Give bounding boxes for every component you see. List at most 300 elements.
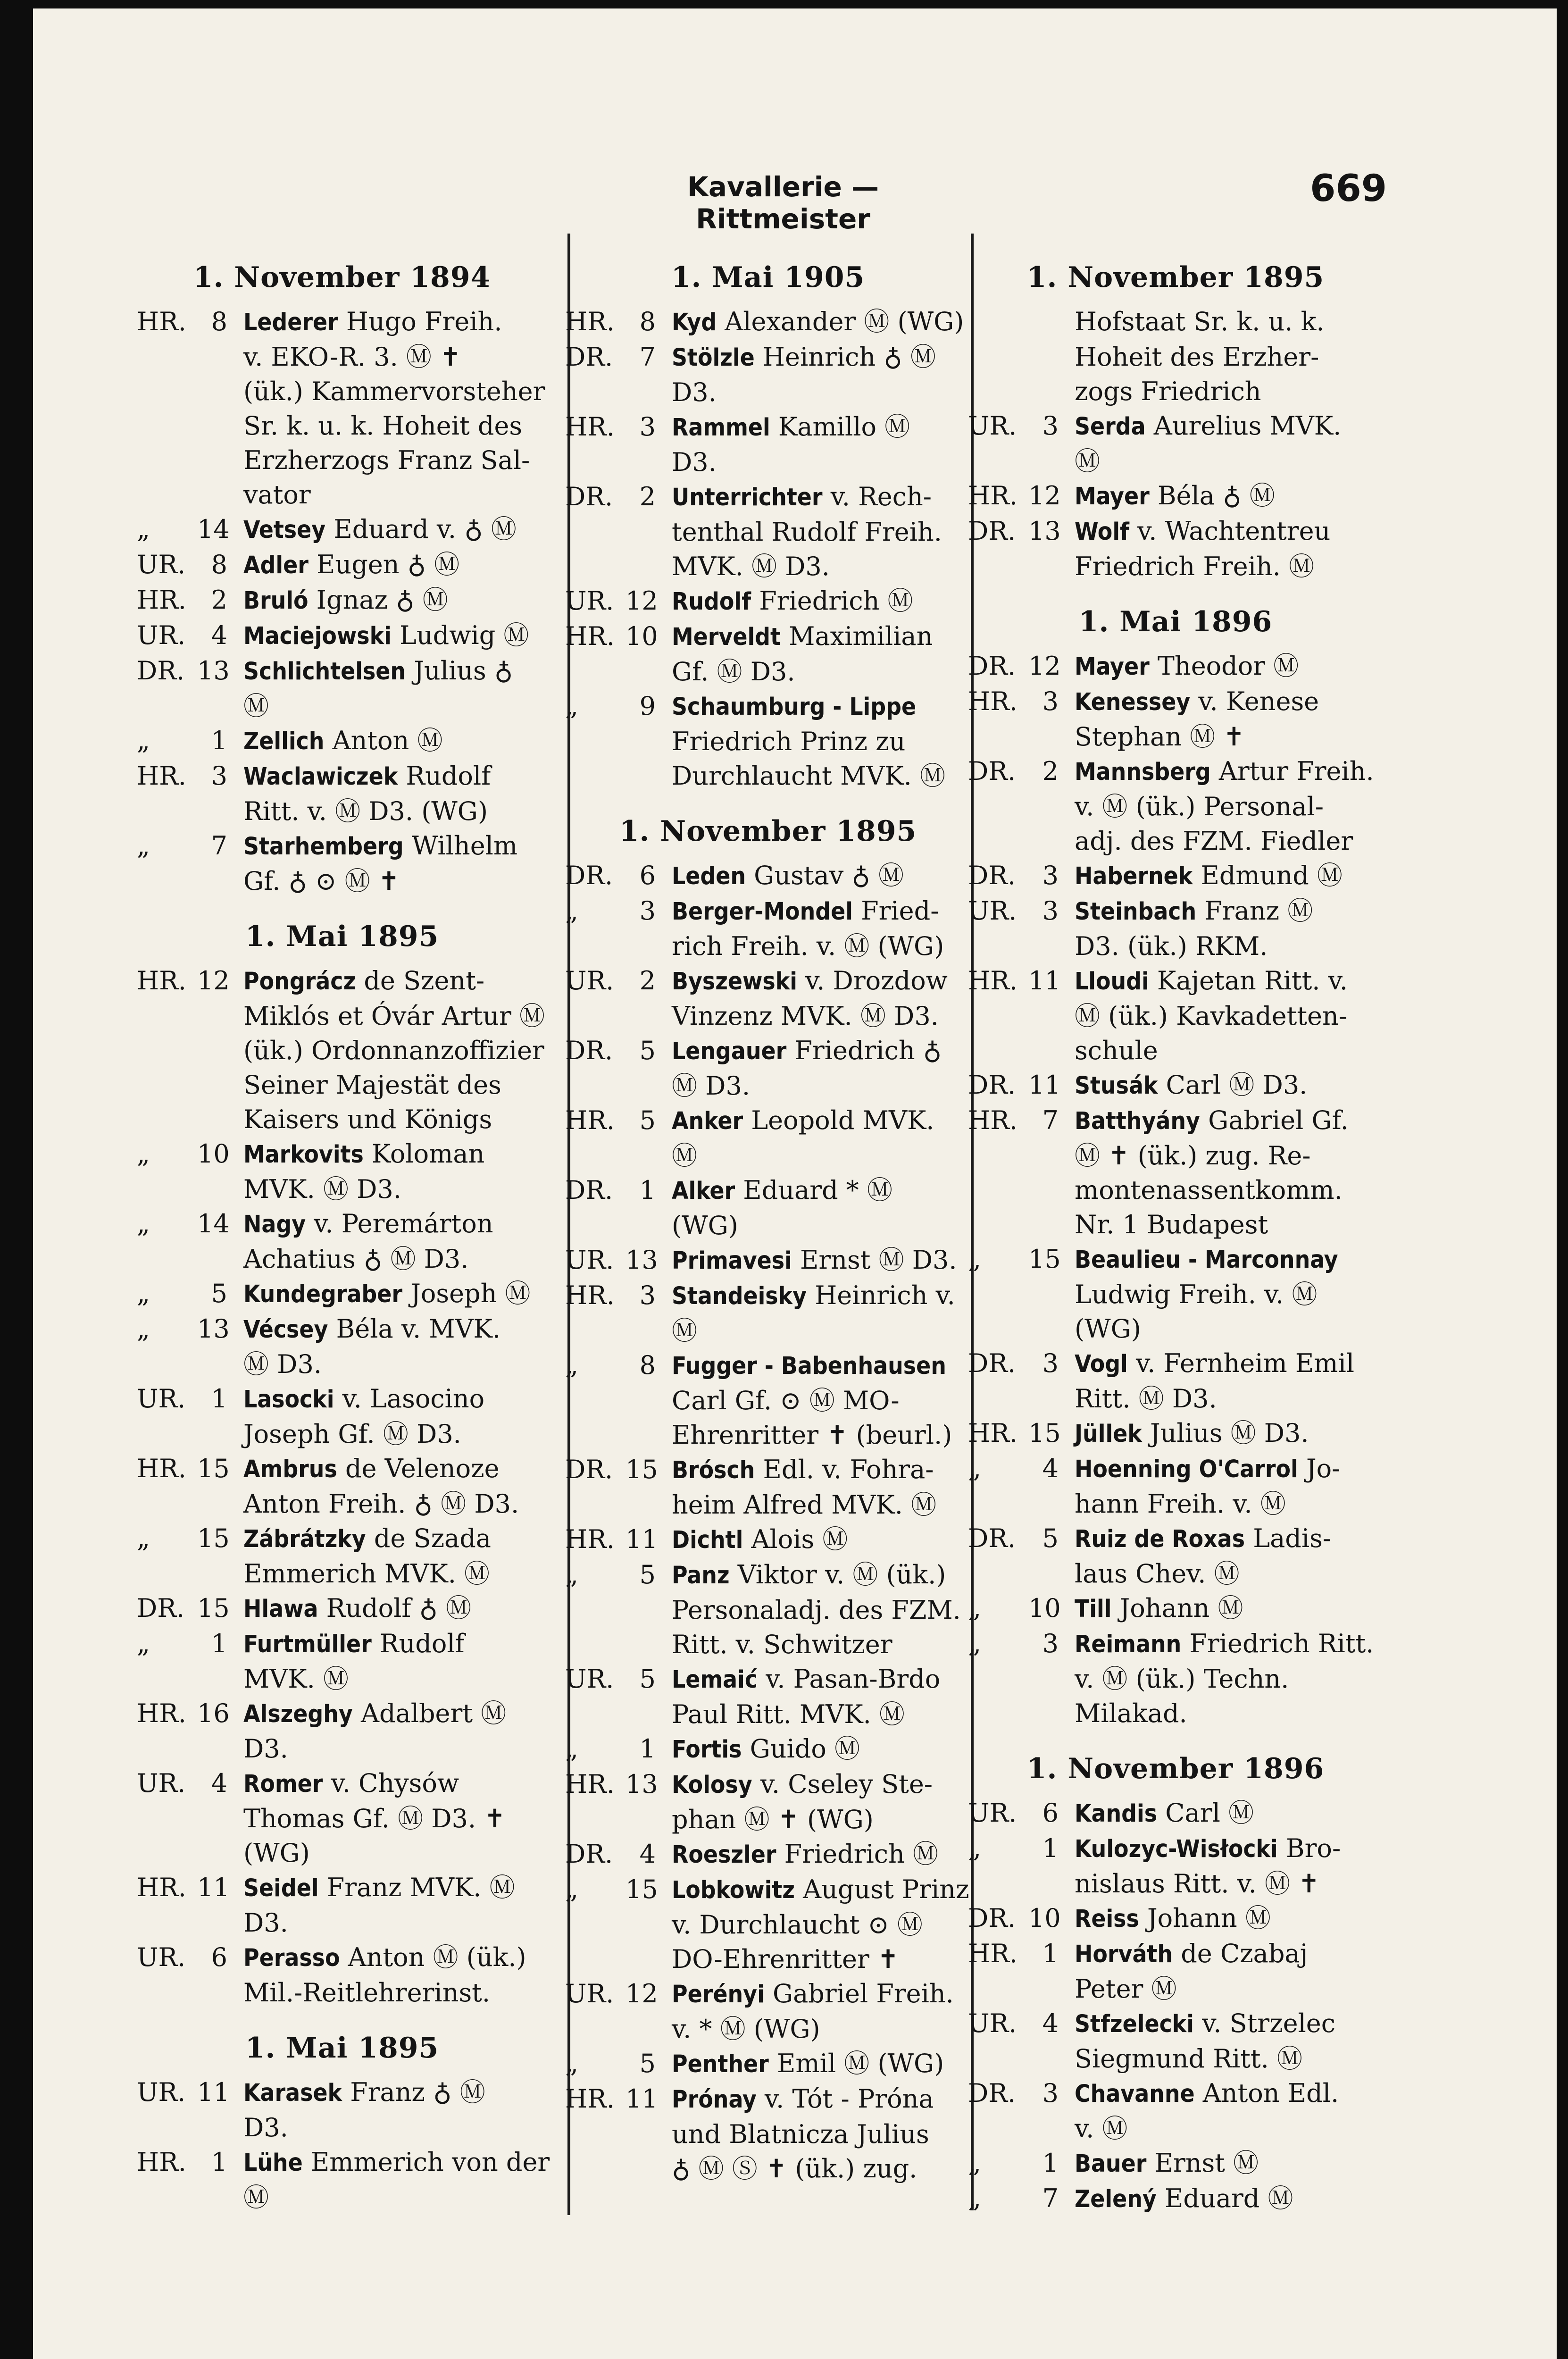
entry-name: Bauer [1075, 2150, 1147, 2178]
entry-line [672, 1837, 938, 1872]
entry-rank: UR. [968, 411, 1017, 441]
entry-line-text: Anton Ⓜ [324, 726, 443, 755]
entry-rank: UR. [137, 1384, 186, 1414]
entry-number: 11 [1028, 966, 1061, 995]
entry-text [243, 1591, 471, 1626]
list-entry [968, 1521, 1383, 1591]
entry-line-text: Personaladj. des FZM. [672, 1595, 961, 1625]
entry-line-text: Julius ♁ [406, 656, 513, 686]
list-entry [565, 1732, 971, 1767]
list-entry [968, 2181, 1383, 2217]
entry-rank: DR. [968, 1523, 1016, 1553]
entry-text [672, 1103, 934, 1173]
entry-name: Berger-Mondel [672, 898, 853, 926]
entry-line [1075, 1696, 1374, 1731]
section-heading: 1. November 1894 [193, 261, 491, 294]
list-entry [137, 512, 547, 547]
entry-line [672, 1697, 940, 1732]
entry-text [672, 1732, 860, 1767]
entry-number: 3 [1042, 411, 1059, 441]
entry-number: 15 [197, 1454, 230, 1483]
entry-line-text: de Velenoze [337, 1454, 500, 1483]
entry-rank: DR. [968, 516, 1016, 546]
entry-text [1075, 1796, 1254, 1831]
entry-text [672, 1976, 954, 2046]
entry-number: 1 [1042, 1939, 1059, 1968]
entry-number: 3 [1042, 861, 1059, 890]
entry-rank: „ [968, 2148, 981, 2178]
entry-line-text: Theodor Ⓜ [1149, 651, 1299, 681]
entry-line [672, 759, 945, 793]
entry-number: 1 [211, 1384, 227, 1414]
entry-number: 15 [626, 1874, 658, 1904]
entry-line-text: D3. [672, 447, 717, 477]
entry-line-text: Gabriel Freih. [764, 1979, 954, 2008]
page-number: 669 [1310, 167, 1387, 210]
list-entry [968, 2146, 1383, 2181]
list-entry [565, 1348, 971, 1452]
entry-line [672, 689, 945, 724]
entry-rank: UR. [565, 1979, 614, 2008]
entry-line-text: Friedrich Ritt. [1181, 1629, 1374, 1658]
entry-number: 6 [639, 861, 656, 890]
section-heading: 1. Mai 1896 [1078, 605, 1273, 638]
entry-line [672, 1557, 961, 1593]
entry-text [672, 1452, 936, 1522]
entry-number: 11 [626, 2084, 658, 2114]
entry-name: Vogl [1075, 1350, 1128, 1378]
entry-name: Perényi [672, 1981, 765, 2008]
list-entry [968, 1831, 1383, 1901]
entry-name: Lemaić [672, 1666, 758, 1694]
entry-name: Zábrátzky [243, 1525, 366, 1553]
entry-line [243, 794, 491, 828]
entry-line [243, 1487, 519, 1521]
list-entry [968, 894, 1383, 963]
entry-rank: „ [565, 691, 578, 721]
entry-text [672, 410, 910, 479]
entry-line-text: Kajetan Ritt. v. [1149, 966, 1348, 995]
entry-line-text: Adalbert Ⓜ [352, 1698, 507, 1728]
entry-rank: HR. [137, 1698, 186, 1728]
entry-rank: HR. [137, 585, 186, 615]
entry-rank: „ [968, 1833, 981, 1863]
column-1 [137, 257, 550, 2215]
list-entry [137, 618, 547, 653]
entry-text [1075, 684, 1319, 754]
entry-text [1075, 1521, 1331, 1591]
entry-line-text: D3. [243, 1908, 288, 1938]
entry-line [672, 515, 942, 549]
entry-name: Serda [1075, 413, 1146, 441]
entry-name: Pongrácz [243, 968, 356, 995]
entry-text [243, 1696, 506, 1766]
entry-line [243, 1906, 515, 1940]
entry-text [1075, 409, 1341, 478]
entry-text [1075, 1626, 1374, 1731]
entry-line [672, 2151, 934, 2186]
entry-rank: UR. [137, 620, 186, 650]
entry-rank: HR. [137, 1873, 186, 1902]
entry-line-text: (WG) [672, 1211, 738, 1240]
entry-line [672, 724, 945, 759]
entry-number: 15 [626, 1455, 658, 1484]
entry-line [243, 1102, 545, 1137]
entry-line-text: (WG) [1075, 1314, 1141, 1344]
entry-name: Lühe [243, 2149, 303, 2177]
entry-number: 8 [639, 1350, 656, 1380]
entry-line [672, 445, 910, 479]
entry-line [243, 1801, 506, 1836]
entry-line-text: D3. [243, 2113, 288, 2142]
list-entry [565, 1243, 971, 1278]
entry-number: 5 [639, 1560, 656, 1589]
list-entry [565, 963, 971, 1033]
entry-line-text: Emil Ⓜ (WG) [768, 2049, 944, 2078]
list-entry [968, 684, 1383, 754]
entry-name: Brósch [672, 1456, 755, 1484]
entry-line-text: vator [243, 480, 311, 510]
list-entry [968, 1103, 1383, 1242]
entry-line [243, 512, 517, 547]
entry-number: 6 [1042, 1798, 1059, 1828]
entry-line [243, 443, 545, 477]
entry-line-text: Anton Ⓜ (ük.) [340, 1942, 526, 1972]
entry-number: 5 [639, 1105, 656, 1135]
entry-line [672, 619, 933, 654]
list-entry [137, 1870, 547, 1940]
entry-name: Mannsberg [1075, 758, 1211, 786]
entry-line [243, 1870, 515, 1906]
entry-rank: HR. [565, 1769, 615, 1799]
entry-line-text: D3. (ük.) RKM. [1075, 931, 1268, 961]
entry-number: 3 [639, 896, 656, 926]
entry-line [1075, 894, 1313, 929]
entry-line-text: Heinrich ♁ Ⓜ [754, 342, 936, 372]
entry-line [672, 1033, 942, 1069]
entry-line [672, 479, 942, 515]
entry-line-text: Friedrich Prinz zu [672, 727, 906, 756]
entry-name: Fugger - Babenhausen [672, 1352, 946, 1380]
entry-line-text: Ⓜ [672, 1141, 697, 1171]
entry-rank: UR. [565, 1245, 614, 1275]
entry-line-text: Franz ♁ Ⓜ [342, 2077, 485, 2107]
entry-line-text: Gabriel Gf. [1200, 1105, 1349, 1135]
entry-name: Leden [672, 862, 746, 890]
entry-text [243, 1206, 493, 1276]
list-entry [565, 689, 971, 793]
entry-number: 3 [1042, 1348, 1059, 1378]
entry-line [1075, 719, 1319, 754]
entry-line [243, 2180, 550, 2215]
entry-line-text: Erzherzogs Franz Sal- [243, 445, 530, 475]
entry-line-text: Eugen ♁ Ⓜ [308, 550, 460, 579]
entry-text [243, 618, 529, 653]
entry-line-text: Ⓜ [672, 1316, 697, 1346]
entry-line [672, 410, 910, 445]
list-entry [137, 1521, 547, 1591]
entry-line-text: Stephan Ⓜ ✝ [1075, 722, 1245, 752]
entry-line [1075, 1103, 1349, 1138]
entry-number: 3 [1042, 896, 1059, 926]
entry-name: Zellich [243, 728, 325, 755]
entry-line [243, 1417, 484, 1451]
list-entry [565, 1033, 971, 1103]
entry-line [243, 1381, 484, 1417]
entry-text [672, 1348, 952, 1452]
list-entry [565, 410, 971, 479]
entry-rank: „ [137, 831, 150, 861]
entry-line-text: Friedrich ♁ [786, 1036, 942, 1065]
list-entry [968, 754, 1383, 858]
list-entry [565, 1557, 971, 1662]
entry-rank: DR. [565, 1175, 613, 1205]
entry-line-text: Kaisers und Königs [243, 1104, 492, 1134]
entry-name: Seidel [243, 1874, 319, 1902]
entry-line-text: schule [1075, 1036, 1158, 1065]
entry-line [672, 963, 948, 999]
entry-rank: „ [137, 1314, 150, 1344]
list-entry [137, 963, 547, 1137]
entry-line [243, 1242, 493, 1276]
entry-line-text: Sr. k. u. k. Hoheit des [243, 411, 523, 441]
entry-rank: HR. [968, 1939, 1018, 1968]
entry-number: 8 [639, 307, 656, 336]
entry-line-text: v. Lasocino [334, 1384, 485, 1414]
entry-number: 8 [211, 307, 227, 336]
entry-name: Vetsey [243, 516, 326, 544]
entry-rank: UR. [968, 896, 1017, 926]
entry-text [243, 1940, 526, 2010]
list-entry [137, 1940, 547, 2010]
entry-rank: „ [137, 726, 150, 755]
entry-rank: DR. [565, 1036, 613, 1065]
entry-line [1075, 684, 1319, 719]
entry-number: 16 [197, 1698, 230, 1728]
entry-line [243, 304, 545, 340]
entry-line-text: v. Durchlaucht ⊙ Ⓜ [672, 1910, 923, 1940]
list-entry [137, 304, 547, 512]
entry-text [243, 547, 459, 583]
entry-rank: „ [137, 1523, 150, 1553]
entry-line-text: Wilhelm [403, 831, 518, 861]
entry-number: 3 [1042, 1629, 1059, 1658]
list-entry [968, 1796, 1383, 1831]
entry-number: 14 [197, 1209, 230, 1238]
entry-name: Merveldt [672, 623, 781, 651]
entry-name: Vécsey [243, 1316, 328, 1344]
entry-rank: „ [137, 1629, 150, 1658]
entry-text [243, 723, 443, 759]
entry-line [1075, 1277, 1338, 1312]
entry-line [1075, 374, 1325, 409]
entry-line [243, 1696, 506, 1732]
entry-line [1075, 999, 1348, 1033]
entry-rank: „ [968, 1244, 981, 1274]
entry-line [1075, 649, 1299, 684]
entry-line-text: Siegmund Ritt. Ⓜ [1075, 2044, 1302, 2074]
entry-line [243, 759, 491, 794]
entry-line-text: Alexander Ⓜ (WG) [717, 307, 964, 336]
entry-text [243, 1870, 515, 1940]
entry-name: Ruiz de Roxas [1075, 1525, 1245, 1553]
entry-line [672, 1627, 961, 1662]
entry-line [243, 689, 513, 723]
entry-line [672, 1522, 848, 1557]
entry-line-text: Ⓜ [243, 691, 269, 721]
entry-line-text: tenthal Rudolf Freih. [672, 517, 942, 547]
list-entry [565, 304, 971, 340]
entry-text [243, 304, 545, 512]
entry-name: Unterrichter [672, 484, 823, 511]
entry-line-text: D3. [243, 1734, 288, 1764]
entry-number: 11 [1028, 1070, 1061, 1100]
entry-number: 13 [197, 656, 230, 686]
list-entry [968, 1346, 1383, 1416]
entry-rank: „ [968, 2183, 981, 2213]
entry-line [243, 963, 545, 999]
entry-line-text: MVK. Ⓜ [243, 1664, 349, 1694]
entry-line-text: (ük.) Ordonnanzoffizier [243, 1036, 544, 1065]
entry-line-text: Joseph Ⓜ [402, 1279, 531, 1308]
column-2 [565, 257, 971, 2186]
entry-line-text: Ritt. Ⓜ D3. [1075, 1384, 1217, 1414]
entry-name: Starhemberg [243, 833, 404, 861]
entry-number: 4 [211, 620, 227, 650]
entry-rank: HR. [137, 966, 186, 995]
entry-name: Kenessey [1075, 688, 1191, 716]
entry-number: 1 [1042, 1833, 1059, 1863]
entry-line-text: Carl Gf. ⊙ Ⓜ MO- [672, 1386, 900, 1415]
entry-line-text: Ritt. v. Schwitzer [672, 1630, 892, 1659]
entry-text [1075, 1831, 1341, 1901]
entry-text [1075, 754, 1374, 858]
entry-name: Kyd [672, 309, 717, 336]
list-entry [137, 583, 547, 618]
entry-line-text: v. Peremárton [306, 1209, 493, 1238]
entry-number: 12 [626, 1979, 658, 2008]
entry-name: Hoenning O'Carrol [1075, 1456, 1298, 1483]
entry-line-text: v. Pasan-Brdo [758, 1664, 941, 1694]
list-entry [137, 1312, 547, 1381]
entry-number: 1 [211, 1629, 227, 1658]
entry-line-text: Hoheit des Erzher- [1075, 342, 1319, 372]
entry-name: Markovits [243, 1141, 364, 1169]
entry-rank: DR. [565, 342, 613, 372]
entry-rank: HR. [565, 2084, 615, 2114]
entry-line [672, 1942, 969, 1976]
entry-line-text: Ⓜ [243, 2183, 269, 2212]
entry-rank: UR. [137, 2077, 186, 2107]
entry-number: 1 [639, 1175, 656, 1205]
entry-line-text: Koloman [363, 1139, 485, 1169]
entry-line-text: nislaus Ritt. v. Ⓜ ✝ [1075, 1869, 1320, 1899]
entry-name: Jüllek [1075, 1420, 1142, 1448]
entry-line-text: Gf. ♁ ⊙ Ⓜ ✝ [243, 866, 400, 896]
entry-line [1075, 549, 1330, 584]
entry-rank: DR. [968, 1348, 1016, 1378]
entry-line-text: v. Tót - Próna [756, 2084, 934, 2114]
entry-line-text: rich Freih. v. Ⓜ (WG) [672, 931, 944, 961]
list-entry [968, 409, 1383, 478]
entry-name: Waclawiczek [243, 763, 398, 791]
entry-rank: „ [968, 1629, 981, 1658]
entry-line-text: Emmerich von der [302, 2147, 550, 2177]
entry-line [243, 653, 513, 689]
entry-name: Beaulieu - Marconnay [1075, 1246, 1338, 1274]
entry-line-text: v. Cseley Ste- [752, 1769, 933, 1799]
entry-name: Lederer [243, 309, 338, 336]
entry-rank: HR. [968, 1418, 1018, 1448]
entry-line-text: Rudolf [371, 1629, 465, 1658]
entry-name: Mayer [1075, 483, 1150, 510]
entry-rank: DR. [968, 1070, 1016, 1100]
entry-line-text: Bro- [1277, 1833, 1341, 1863]
entry-text [243, 1766, 506, 1870]
entry-rank: „ [137, 1209, 150, 1238]
entry-rank: HR. [565, 1524, 615, 1554]
entry-line [672, 375, 936, 410]
list-entry [565, 894, 971, 963]
entry-line-text: Ludwig Freih. v. Ⓜ [1075, 1280, 1318, 1309]
list-entry [565, 1837, 971, 1872]
list-entry [968, 1416, 1383, 1451]
entry-line-text: Friedrich Ⓜ [751, 586, 913, 616]
entry-line [1075, 1556, 1331, 1591]
entry-line [1075, 929, 1313, 963]
entry-line [243, 2110, 485, 2145]
entry-line [1075, 1138, 1349, 1173]
entry-line-text: Hugo Freih. [338, 307, 502, 336]
entry-name: Lasocki [243, 1386, 334, 1414]
entry-rank: DR. [565, 482, 613, 511]
entry-line [672, 894, 944, 929]
entry-rank: HR. [968, 686, 1018, 716]
entry-line-text: Franz MVK. Ⓜ [318, 1873, 515, 1902]
section-heading: 1. Mai 1895 [245, 2032, 439, 2065]
entry-line [672, 1069, 942, 1103]
entry-line [672, 1767, 933, 1802]
list-entry [137, 723, 547, 759]
entry-line-text: Ⓜ (ük.) Kavkadetten- [1075, 1001, 1347, 1031]
entry-number: 4 [1042, 2008, 1059, 2038]
entry-line [1075, 1626, 1374, 1662]
entry-name: Alszeghy [243, 1700, 353, 1728]
entry-text [672, 619, 933, 689]
list-entry [968, 1068, 1383, 1103]
entry-number: 12 [197, 966, 230, 995]
list-entry [968, 1242, 1383, 1346]
entry-text [1075, 1936, 1308, 2006]
entry-text [1075, 894, 1313, 963]
entry-line-text: v. Ⓜ (ük.) Techn. [1075, 1664, 1289, 1694]
entry-line-text: Joseph Gf. Ⓜ D3. [243, 1419, 461, 1449]
entry-line [243, 409, 545, 443]
list-entry [565, 1522, 971, 1557]
entry-text [672, 963, 948, 1033]
entry-line [672, 1348, 952, 1383]
entry-text [243, 1451, 519, 1521]
entry-text [1075, 1591, 1243, 1626]
entry-line-text: Leopold MVK. [743, 1105, 934, 1135]
entry-text [672, 479, 942, 584]
entry-line [1075, 1416, 1309, 1451]
entry-line [243, 999, 545, 1033]
entry-name: Habernek [1075, 862, 1193, 890]
entry-text [672, 2046, 944, 2082]
entry-line [672, 1907, 969, 1942]
entry-line [1075, 824, 1374, 858]
